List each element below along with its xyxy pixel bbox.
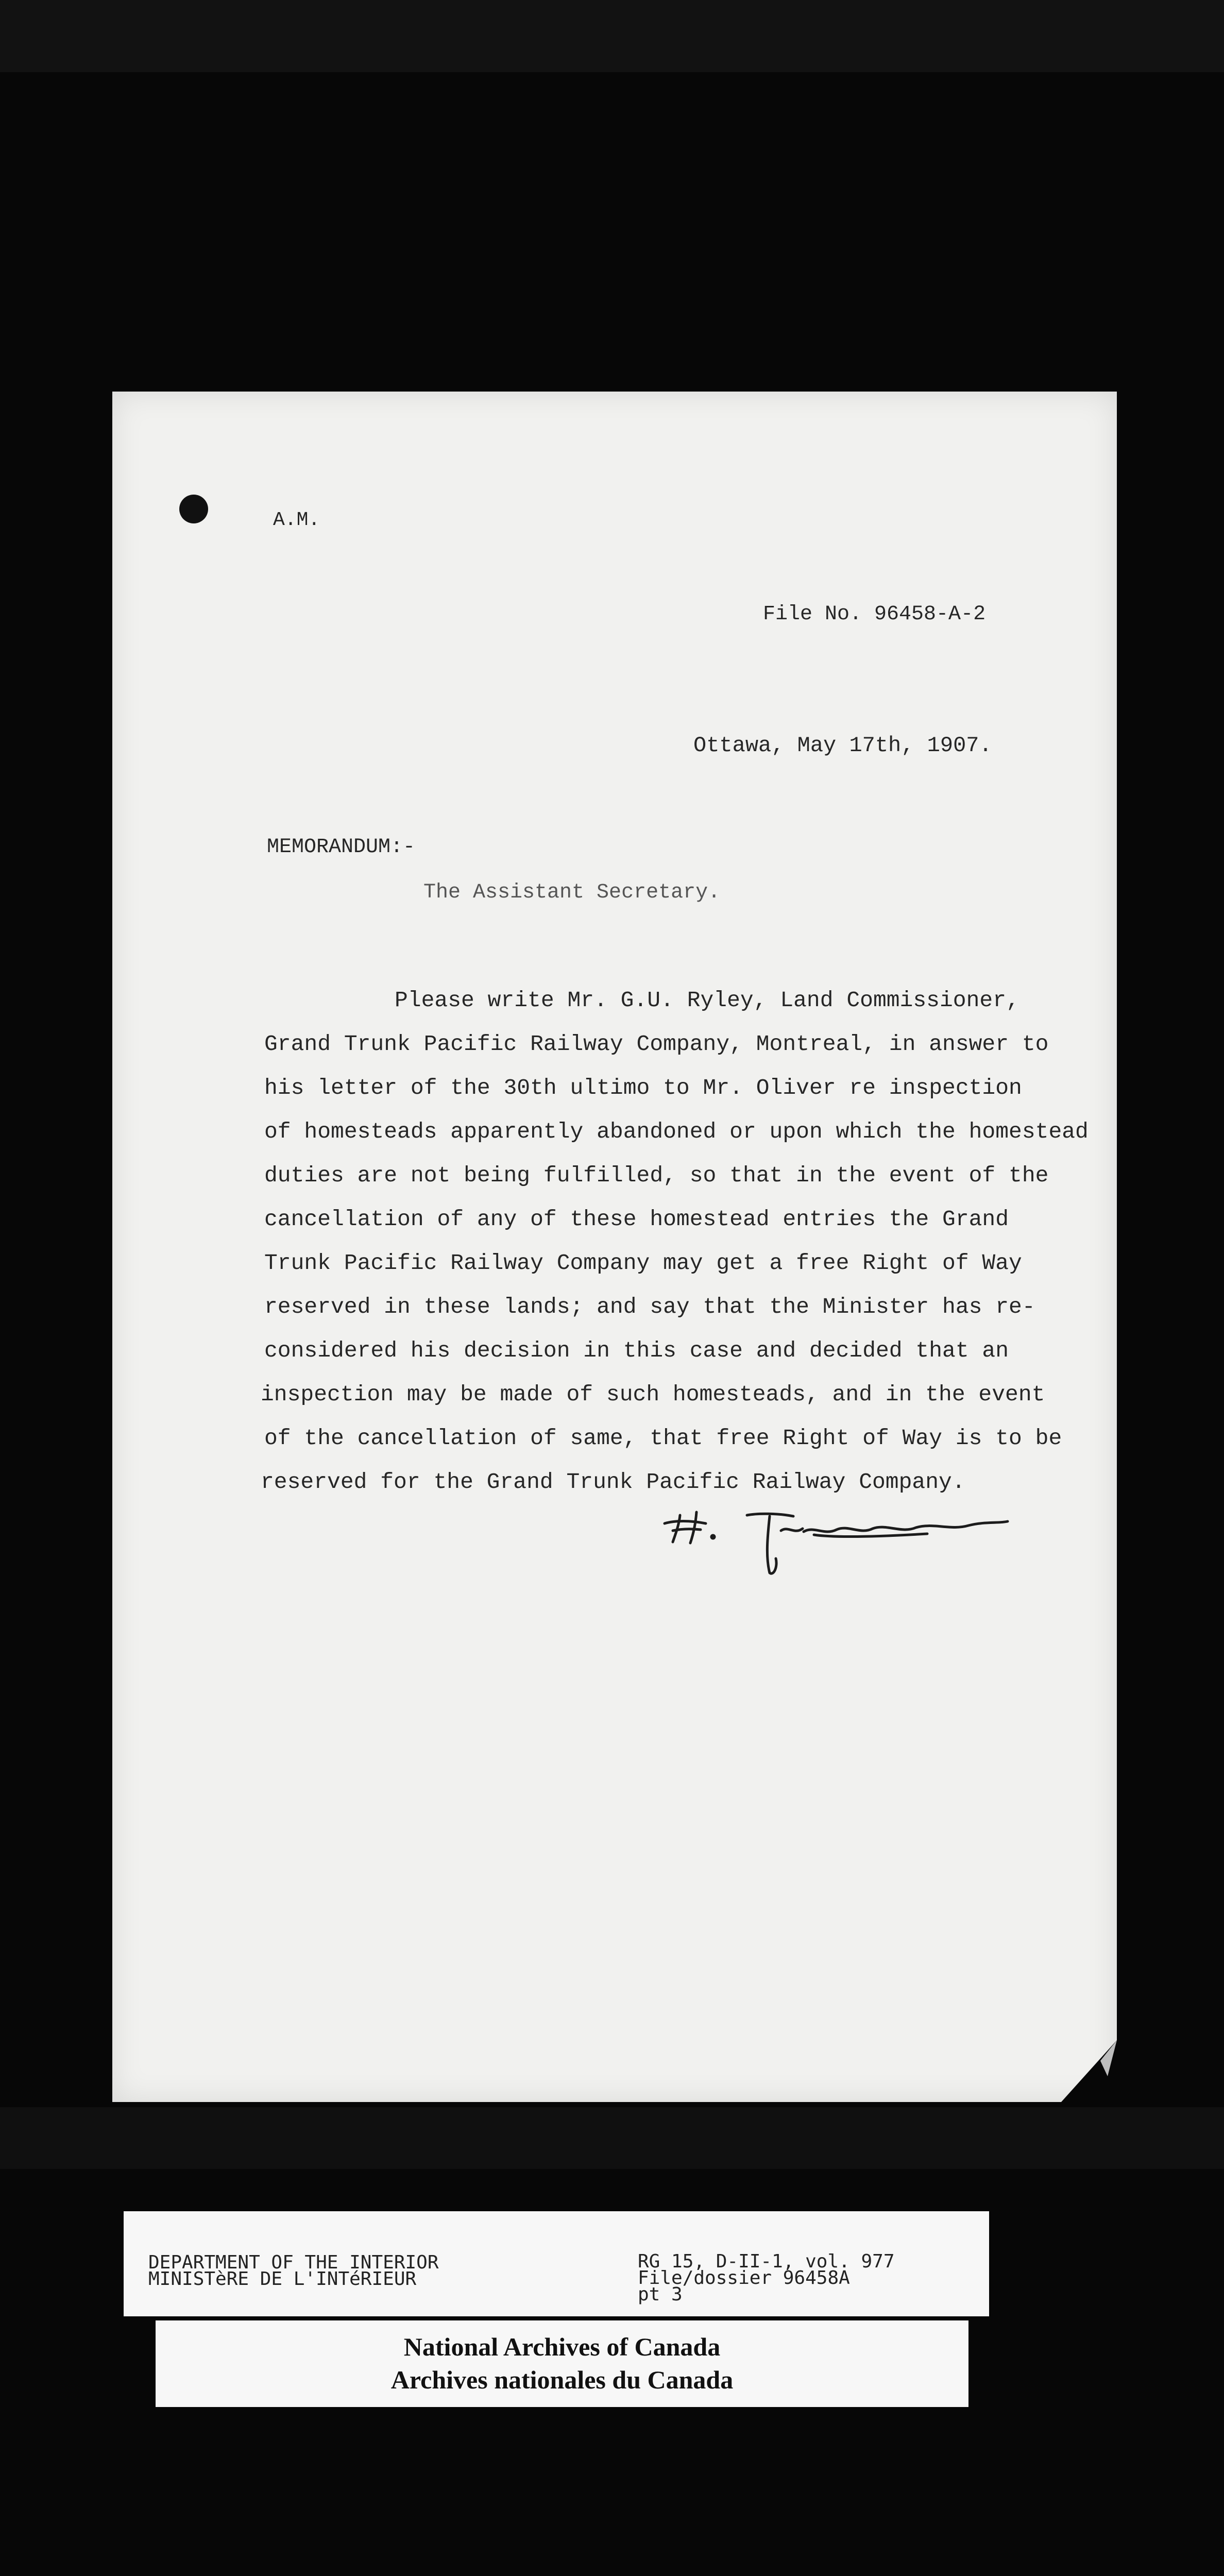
addressee: The Assistant Secretary. bbox=[423, 881, 721, 904]
department-english: DEPARTMENT OF THE INTERIOR bbox=[148, 2252, 439, 2273]
department-french: MINISTèRE DE L'INTéRIEUR bbox=[148, 2268, 417, 2290]
archives-name-french: Archives nationales du Canada bbox=[390, 2365, 734, 2394]
document-page bbox=[112, 392, 1117, 2102]
body-line-1: Please write Mr. G.U. Ryley, Land Commissioner, bbox=[395, 988, 1019, 1013]
body-line-6: cancellation of any of these homestead entries the Grand bbox=[264, 1207, 1009, 1232]
body-line-8: reserved in these lands; and say that the Minister has re- bbox=[264, 1294, 1035, 1319]
body-line-7: Trunk Pacific Railway Company may get a free Right of Way bbox=[264, 1250, 1022, 1276]
memo-heading: MEMORANDUM:- bbox=[267, 836, 416, 859]
dark-mid-band bbox=[0, 2107, 1224, 2169]
handwritten-signature bbox=[659, 1505, 1013, 1577]
reference-line-3: pt 3 bbox=[638, 2284, 683, 2305]
body-line-3: his letter of the 30th ultimo to Mr. Oliver re inspection bbox=[264, 1075, 1022, 1100]
body-line-9: considered his decision in this case and decided that an bbox=[264, 1338, 1009, 1363]
archive-reference-label bbox=[124, 2211, 989, 2316]
torn-paper-corner bbox=[1051, 2040, 1118, 2102]
body-line-4: of homesteads apparently abandoned or upon which the homestead bbox=[264, 1119, 1089, 1144]
initials: A.M. bbox=[273, 509, 320, 531]
archives-stamp bbox=[156, 2320, 968, 2407]
punch-hole bbox=[179, 495, 208, 523]
body-line-12: reserved for the Grand Trunk Pacific Railway Company. bbox=[261, 1469, 965, 1495]
reference-line-1: RG 15, D-II-1, vol. 977 bbox=[638, 2251, 895, 2272]
file-number: File No. 96458-A-2 bbox=[763, 603, 986, 626]
place-date: Ottawa, May 17th, 1907. bbox=[693, 733, 992, 758]
body-line-11: of the cancellation of same, that free Right of Way is to be bbox=[264, 1426, 1062, 1451]
body-line-2: Grand Trunk Pacific Railway Company, Montreal, in answer to bbox=[264, 1031, 1049, 1057]
dark-top-band bbox=[0, 0, 1224, 72]
body-line-10: inspection may be made of such homesteads, and in the event bbox=[261, 1382, 1045, 1407]
body-line-5: duties are not being fulfilled, so that in the event of the bbox=[264, 1163, 1049, 1188]
reference-line-2: File/dossier 96458A bbox=[638, 2267, 850, 2289]
archives-name-english: National Archives of Canada bbox=[403, 2332, 721, 2361]
